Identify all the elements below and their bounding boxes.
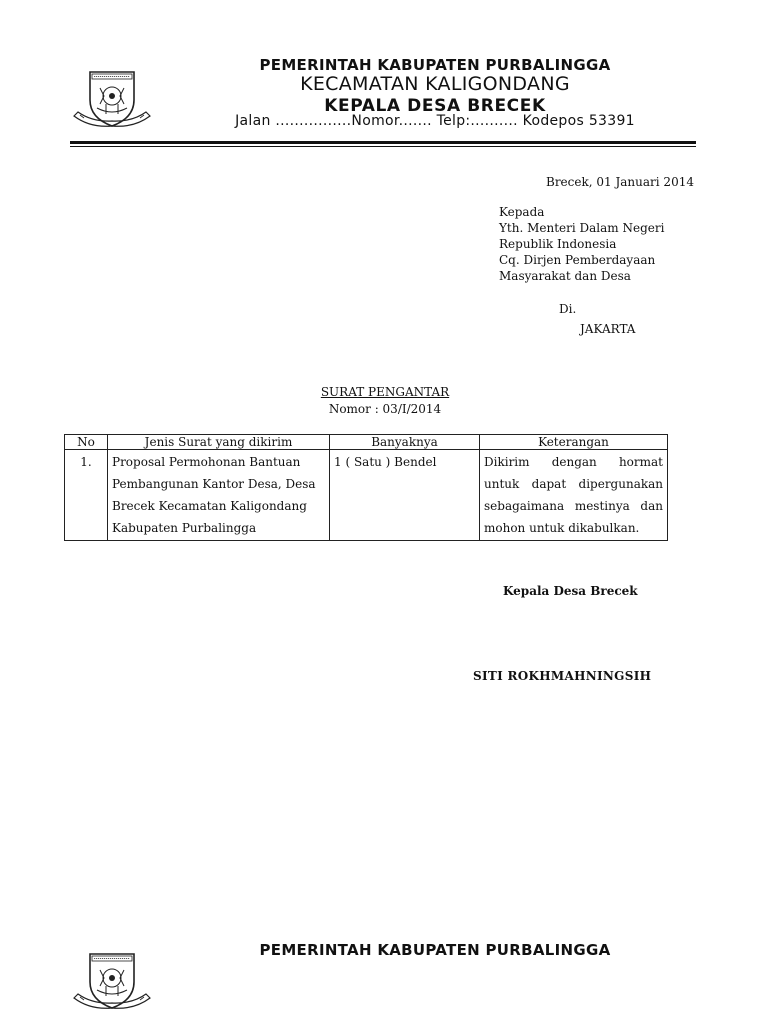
recipient-line: Republik Indonesia	[499, 237, 617, 251]
recipient-address	[499, 204, 664, 284]
header-keterangan: Keterangan	[480, 435, 668, 450]
letterhead-district: KECAMATAN KALIGONDANG	[300, 73, 570, 95]
jenis-line: Kabupaten Purbalingga	[112, 521, 257, 535]
cell-no: 1.	[65, 450, 108, 541]
recipient-di: Di.	[559, 302, 577, 316]
cell-jenis	[108, 450, 330, 541]
header-no: No	[65, 435, 108, 450]
signature-title: Kepala Desa Brecek	[503, 584, 638, 598]
letterhead-rule-thin	[70, 146, 696, 147]
items-table	[64, 434, 668, 541]
recipient-line: Kepada	[499, 205, 545, 219]
recipient-city: JAKARTA	[580, 322, 636, 336]
signature-name: SITI ROKHMAHNINGSIH	[473, 669, 652, 683]
letter-date: Brecek, 01 Januari 2014	[546, 175, 694, 189]
letterhead-address: Jalan ................Nomor....... Telp:.......... Kodepos 53391	[235, 113, 635, 129]
emblem-icon	[70, 66, 154, 132]
recipient-line: Masyarakat dan Desa	[499, 269, 631, 283]
emblem-icon	[70, 948, 154, 1014]
letter-title: SURAT PENGANTAR	[320, 385, 450, 399]
header-jenis: Jenis Surat yang dikirim	[108, 435, 330, 450]
keterangan-line: mohon untuk dikabulkan.	[484, 521, 640, 535]
letterhead-office: KEPALA DESA BRECEK	[324, 96, 546, 116]
table-row	[65, 450, 668, 541]
letterhead-regency: PEMERINTAH KABUPATEN PURBALINGGA	[259, 56, 611, 74]
keterangan-line: sebagaimana mestinya dan	[484, 499, 663, 513]
recipient-line: Yth. Menteri Dalam Negeri	[499, 221, 665, 235]
letter-number: Nomor : 03/I/2014	[328, 402, 442, 416]
jenis-line: Brecek Kecamatan Kaligondang	[112, 499, 307, 513]
letterhead-rule-thick	[70, 141, 696, 144]
next-page-letterhead: PEMERINTAH KABUPATEN PURBALINGGA	[259, 941, 611, 959]
cell-banyaknya: 1 ( Satu ) Bendel	[330, 450, 480, 541]
recipient-line: Cq. Dirjen Pemberdayaan	[499, 253, 656, 267]
regency-emblem	[70, 66, 154, 132]
keterangan-line: untuk dapat dipergunakan	[484, 477, 663, 491]
jenis-line: Proposal Permohonan Bantuan	[112, 455, 301, 469]
regency-emblem-next-page	[70, 948, 154, 1014]
jenis-line: Pembangunan Kantor Desa, Desa	[112, 477, 316, 491]
table-header-row	[65, 435, 668, 450]
cell-keterangan	[480, 450, 668, 541]
header-banyaknya: Banyaknya	[330, 435, 480, 450]
keterangan-line: Dikirim dengan hormat	[484, 455, 663, 469]
